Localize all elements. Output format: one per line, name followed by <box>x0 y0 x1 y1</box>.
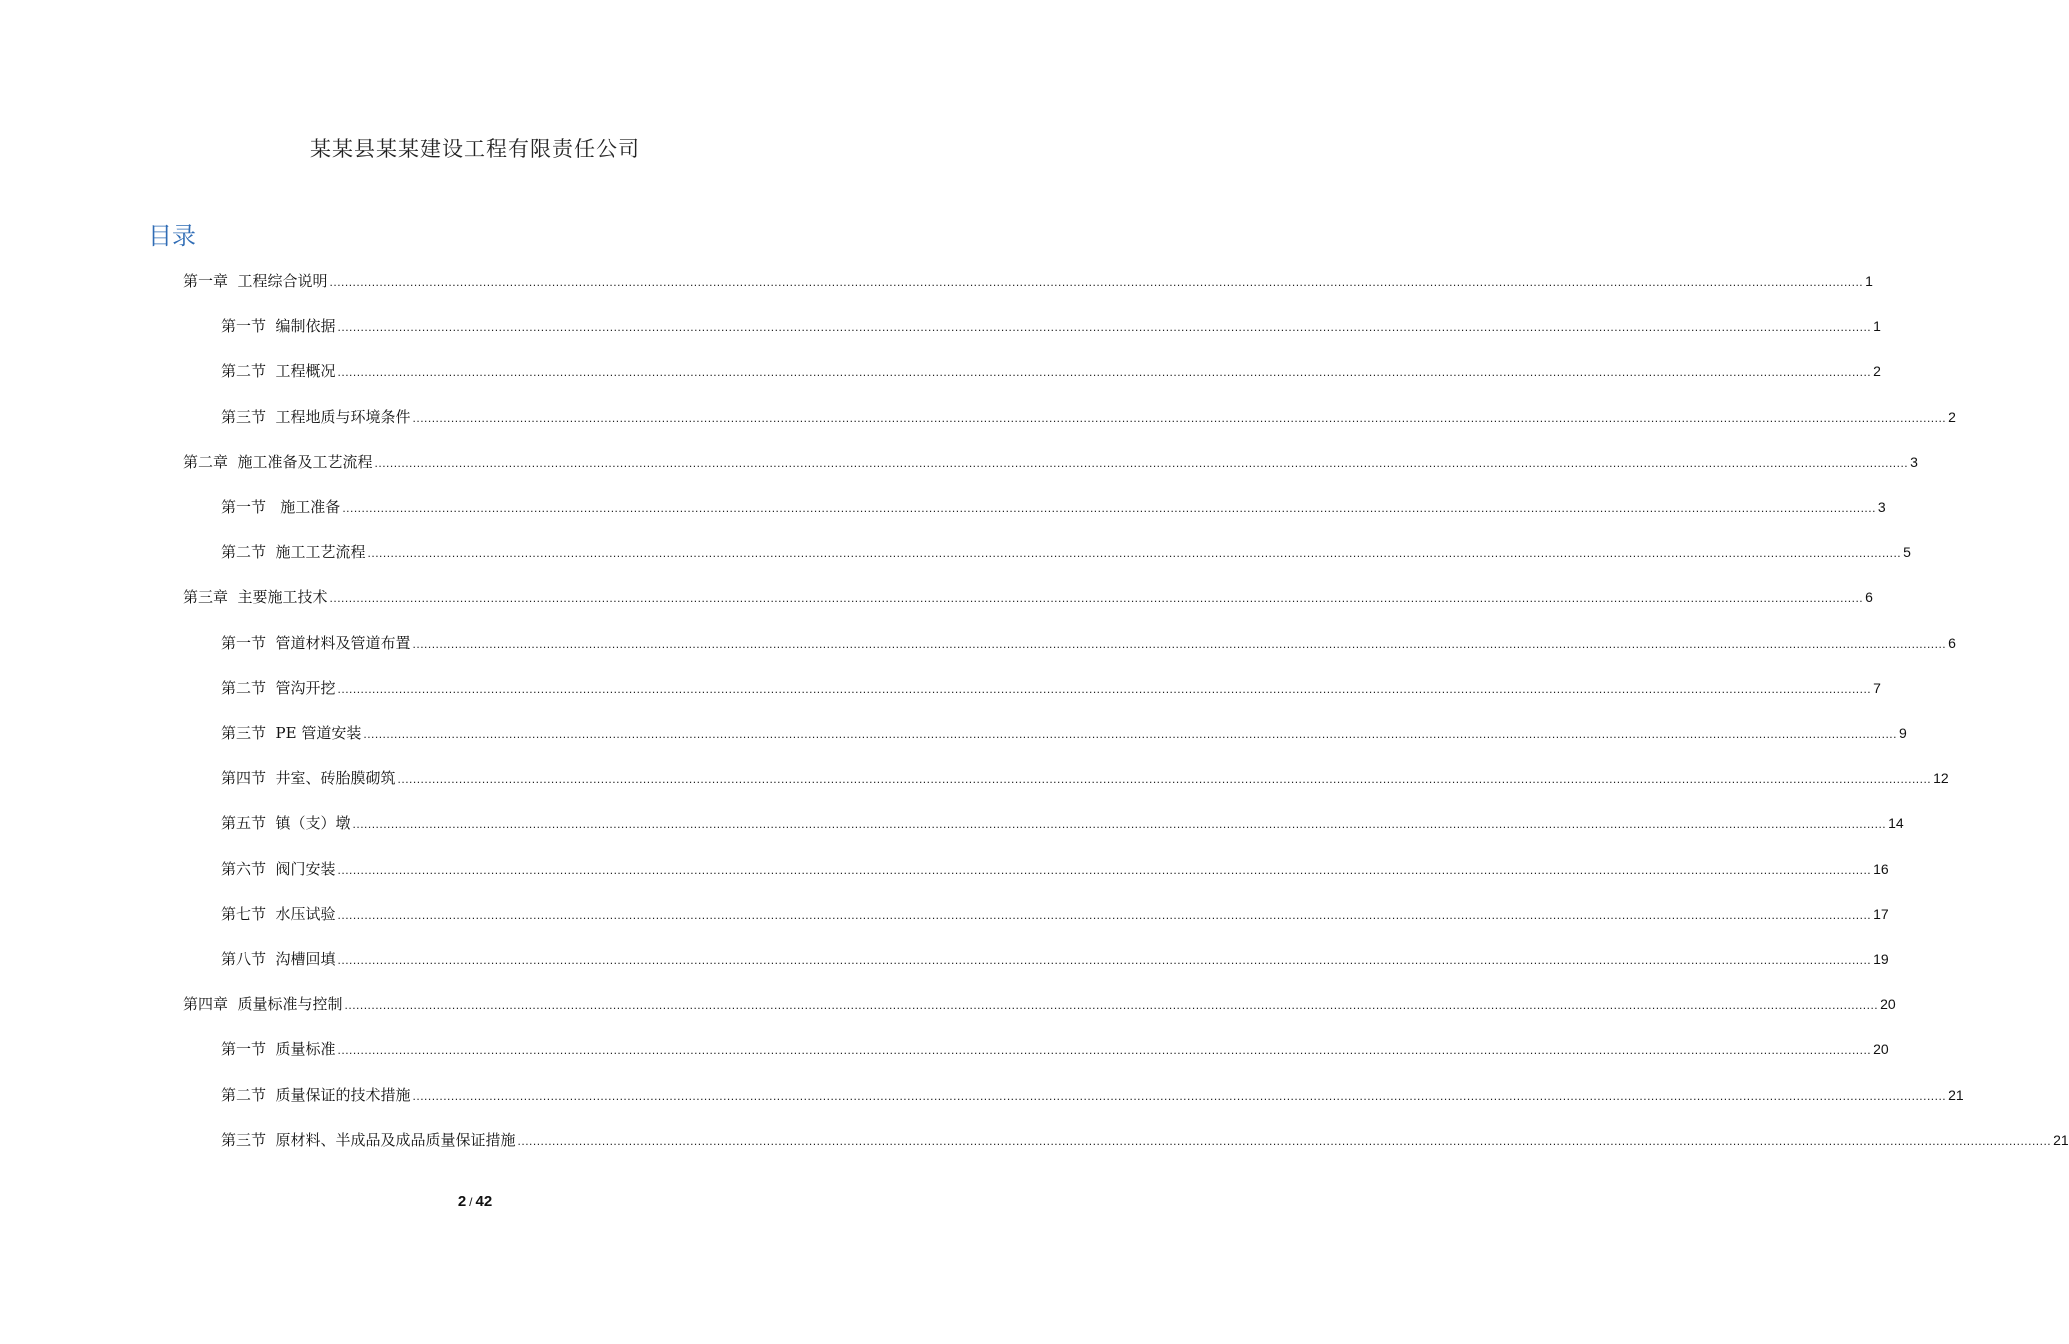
toc-entry-page-number: 17 <box>1873 905 1889 922</box>
toc-entry-label: 第三章 主要施工技术 <box>183 588 328 607</box>
toc-section-entry[interactable] <box>221 481 1886 517</box>
toc-entry-page-number: 1 <box>1865 273 1873 289</box>
toc-entry-label: 第三节 PE 管道安装 <box>221 724 362 742</box>
toc-section-entry[interactable] <box>221 933 1889 969</box>
toc-entry-page-number: 7 <box>1873 679 1881 696</box>
toc-chapter-entry[interactable] <box>183 978 1896 1014</box>
toc-entry-label: 第八节 沟槽回填 <box>221 950 336 968</box>
toc-entry-page-number: 3 <box>1910 453 1918 470</box>
toc-entry-page-number: 21 <box>2053 1131 2069 1148</box>
toc-entry-page-number: 21 <box>1948 1086 1964 1103</box>
toc-leader-dots: ................................................................................................................................................................................................................................................................................................................................................................................................................ <box>412 1088 1947 1103</box>
toc-entry-label: 第一节 管道材料及管道布置 <box>221 633 411 652</box>
toc-entry-label: 第六节 阀门安装 <box>221 859 336 878</box>
toc-leader-dots: ................................................................................................................................................................................................................................................................................................................................................................................................................ <box>363 727 1897 741</box>
toc-section-entry[interactable] <box>221 888 1889 924</box>
company-title: 某某县某某建设工程有限责任公司 <box>310 137 640 161</box>
toc-entry-label: 第二节 工程概况 <box>221 362 336 381</box>
toc-section-entry[interactable] <box>221 662 1881 698</box>
toc-section-entry[interactable] <box>221 345 1881 381</box>
toc-entry-page-number: 3 <box>1877 499 1886 515</box>
toc-entry-page-number: 12 <box>1933 770 1949 787</box>
toc-section-entry[interactable] <box>221 1023 1889 1059</box>
toc-leader-dots: ................................................................................................................................................................................................................................................................................................................................................................................................................ <box>337 681 1872 696</box>
toc-section-entry[interactable] <box>221 1114 2069 1150</box>
toc-section-entry[interactable] <box>221 843 1889 879</box>
toc-entry-label: 第一节 质量标准 <box>221 1040 336 1059</box>
toc-entry-label: 第七节 水压试验 <box>221 904 336 923</box>
page-separator: / <box>469 1195 473 1209</box>
toc-section-entry[interactable] <box>221 707 1907 743</box>
toc-chapter-entry[interactable] <box>183 571 1873 607</box>
toc-entry-label: 第二节 施工工艺流程 <box>221 543 366 562</box>
toc-leader-dots: ................................................................................................................................................................................................................................................................................................................................................................................................................ <box>337 1043 1872 1058</box>
toc-entry-page-number: 6 <box>1948 634 1956 651</box>
toc-entry-label: 第一节 施工准备 <box>221 498 341 516</box>
toc-section-entry[interactable] <box>221 391 1956 427</box>
toc-leader-dots: ................................................................................................................................................................................................................................................................................................................................................................................................................ <box>397 772 1932 787</box>
toc-leader-dots: ................................................................................................................................................................................................................................................................................................................................................................................................................ <box>344 998 1879 1013</box>
toc-entry-page-number: 19 <box>1873 951 1889 967</box>
toc-section-entry[interactable] <box>221 797 1904 833</box>
toc-entry-label: 第二节 质量保证的技术措施 <box>221 1085 411 1104</box>
toc-leader-dots: ................................................................................................................................................................................................................................................................................................................................................................................................................ <box>337 862 1872 877</box>
toc-entry-page-number: 16 <box>1873 860 1889 877</box>
toc-entry-page-number: 1 <box>1873 318 1881 335</box>
toc-leader-dots: ................................................................................................................................................................................................................................................................................................................................................................................................................ <box>329 591 1864 606</box>
toc-entry-label: 第四节 井室、砖胎膜砌筑 <box>221 769 396 788</box>
toc-entry-label: 第一节 编制依据 <box>221 317 336 336</box>
toc-chapter-entry[interactable] <box>183 436 1918 472</box>
toc-entry-page-number: 20 <box>1873 1041 1889 1058</box>
toc-leader-dots: ................................................................................................................................................................................................................................................................................................................................................................................................................ <box>329 275 1864 289</box>
toc-entry-page-number: 5 <box>1903 544 1911 561</box>
toc-entry-label: 第三节 原材料、半成品及成品质量保证措施 <box>221 1130 516 1149</box>
toc-heading: 目录 <box>148 222 196 250</box>
toc-leader-dots: ................................................................................................................................................................................................................................................................................................................................................................................................................ <box>412 410 1947 425</box>
toc-entry-label: 第二章 施工准备及工艺流程 <box>183 452 373 471</box>
toc-entry-label: 第二节 管沟开挖 <box>221 678 336 697</box>
toc-leader-dots: ................................................................................................................................................................................................................................................................................................................................................................................................................ <box>374 455 1909 470</box>
toc-chapter-entry[interactable] <box>183 255 1873 291</box>
toc-entry-label: 第五节 镇（支）墩 <box>221 814 351 833</box>
toc-leader-dots: ................................................................................................................................................................................................................................................................................................................................................................................................................ <box>337 953 1872 967</box>
toc-entry-page-number: 9 <box>1898 725 1907 741</box>
toc-entry-label: 第一章 工程综合说明 <box>183 272 328 290</box>
toc-leader-dots: ................................................................................................................................................................................................................................................................................................................................................................................................................ <box>517 1133 2052 1148</box>
toc-section-entry[interactable] <box>221 300 1881 336</box>
toc-entry-label: 第三节 工程地质与环境条件 <box>221 407 411 426</box>
toc-section-entry[interactable] <box>221 752 1949 788</box>
toc-section-entry[interactable] <box>221 617 1956 653</box>
toc-leader-dots: ................................................................................................................................................................................................................................................................................................................................................................................................................ <box>337 365 1872 380</box>
toc-leader-dots: ................................................................................................................................................................................................................................................................................................................................................................................................................ <box>337 907 1872 922</box>
toc-section-entry[interactable] <box>221 526 1911 562</box>
toc-entry-label: 第四章 质量标准与控制 <box>183 995 343 1014</box>
current-page-number: 2 <box>457 1193 467 1210</box>
toc-leader-dots: ................................................................................................................................................................................................................................................................................................................................................................................................................ <box>342 501 1876 515</box>
toc-entry-page-number: 2 <box>1873 363 1881 380</box>
total-page-count: 42 <box>475 1193 493 1210</box>
toc-entry-page-number: 14 <box>1888 815 1904 832</box>
toc-entry-page-number: 6 <box>1865 589 1873 606</box>
toc-leader-dots: ................................................................................................................................................................................................................................................................................................................................................................................................................ <box>352 817 1887 832</box>
toc-entry-page-number: 2 <box>1948 408 1956 425</box>
toc-entry-page-number: 20 <box>1880 996 1896 1013</box>
toc-leader-dots: ................................................................................................................................................................................................................................................................................................................................................................................................................ <box>337 320 1872 335</box>
toc-section-entry[interactable] <box>221 1069 1964 1105</box>
toc-leader-dots: ................................................................................................................................................................................................................................................................................................................................................................................................................ <box>412 636 1947 651</box>
page-number-footer <box>0 1193 950 1210</box>
toc-leader-dots: ................................................................................................................................................................................................................................................................................................................................................................................................................ <box>367 546 1902 561</box>
